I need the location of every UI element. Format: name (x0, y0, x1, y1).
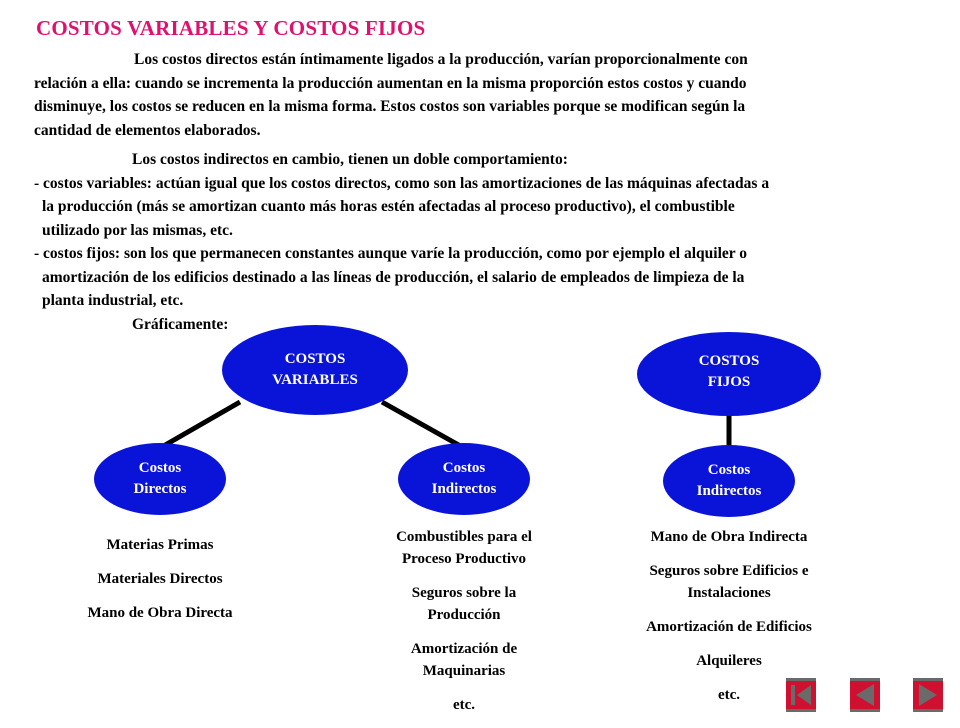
node-costos-fijos (637, 332, 821, 412)
node-label: COSTOS (698, 353, 760, 369)
page-title: COSTOS VARIABLES Y COSTOS FIJOS (36, 16, 426, 40)
list-item: Materias Primas (106, 537, 214, 553)
paragraph-line: Los costos directos están íntimamente ligados a la producción, varían proporcionalmente con (134, 51, 748, 68)
list-costos-indirectos-fijos (594, 526, 864, 718)
node-label: Directos (133, 481, 187, 497)
list-costos-directos (40, 534, 280, 636)
paragraph-line: la producción (más se amortizan cuanto más horas estén afectadas al proceso productivo), el combustible (42, 198, 735, 215)
list-item-line: Mano de Obra Indirecta (650, 529, 808, 545)
paragraph-line: planta industrial, etc. (42, 292, 184, 309)
list-item-line: Combustibles para el (396, 529, 532, 545)
previous-icon (850, 678, 880, 712)
next-slide-button[interactable] (913, 678, 943, 712)
list-item: Mano de Obra Directa (87, 605, 233, 621)
paragraph-line: disminuye, los costos se reducen en la misma forma. Estos costos son variables porque se modifican según la (34, 98, 746, 115)
list-item-line: Proceso Productivo (401, 551, 526, 567)
list-item (594, 526, 864, 548)
paragraph-line: relación a ella: cuando se incrementa la producción aumentan en la misma proporción estos costos y cuando (34, 74, 747, 92)
previous-slide-button[interactable] (850, 678, 880, 712)
node-label: COSTOS (284, 351, 346, 367)
paragraph-line: Los costos indirectos en cambio, tienen un doble comportamiento: (132, 151, 568, 168)
list-item-line: Amortización de Edificios (646, 619, 812, 635)
list-item (594, 616, 864, 638)
list-item (344, 526, 584, 570)
node-label: Indirectos (431, 481, 497, 497)
node-label: VARIABLES (272, 372, 358, 388)
bullet-variable-costs: - costos variables: actúan igual que los costos directos, como son las amortizaciones de las máquinas afectadas a (34, 174, 770, 192)
list-item-line: Maquinarias (422, 663, 506, 679)
list-item-line: Seguros sobre Edificios e (649, 563, 809, 579)
node-label: FIJOS (707, 374, 751, 390)
list-item-line: etc. (717, 687, 741, 703)
list-item (594, 684, 864, 706)
list-item-line: Amortización de (410, 641, 518, 657)
list-item-line: Seguros sobre la (411, 585, 517, 601)
bullet-fixed-costs: - costos fijos: son los que permanecen constantes aunque varíe la producción, como por ejemplo el alquiler o (34, 245, 747, 262)
node-costos-indirectos-variables (398, 443, 530, 515)
node-label: Costos (138, 460, 182, 476)
list-item (344, 694, 584, 716)
node-label: Indirectos (696, 483, 762, 499)
list-item (344, 638, 584, 682)
paragraph-line: cantidad de elementos elaborados. (34, 121, 261, 139)
node-label: Costos (707, 462, 751, 478)
list-item (594, 560, 864, 604)
node-costos-indirectos-fijos (663, 445, 795, 517)
paragraph-line: amortización de los edificios destinado a las líneas de producción, el salario de empleados de limpieza de la (42, 268, 745, 286)
first-slide-button[interactable] (786, 678, 816, 712)
paragraph-line: utilizado por las mismas, etc. (42, 221, 233, 239)
list-item (594, 650, 864, 672)
list-item: Materiales Directos (97, 571, 223, 587)
list-item-line: etc. (452, 697, 476, 713)
list-item-line: Producción (427, 607, 501, 623)
next-icon (913, 678, 943, 712)
node-label: Costos (442, 460, 486, 476)
node-costos-variables (222, 330, 408, 410)
first-icon (786, 678, 816, 712)
graphically-label: Gráficamente: (132, 316, 229, 333)
list-item-line: Instalaciones (687, 585, 771, 601)
list-item-line: Alquileres (696, 653, 762, 669)
list-costos-indirectos-variables (344, 526, 584, 728)
list-item (344, 582, 584, 626)
node-costos-directos (94, 443, 226, 515)
